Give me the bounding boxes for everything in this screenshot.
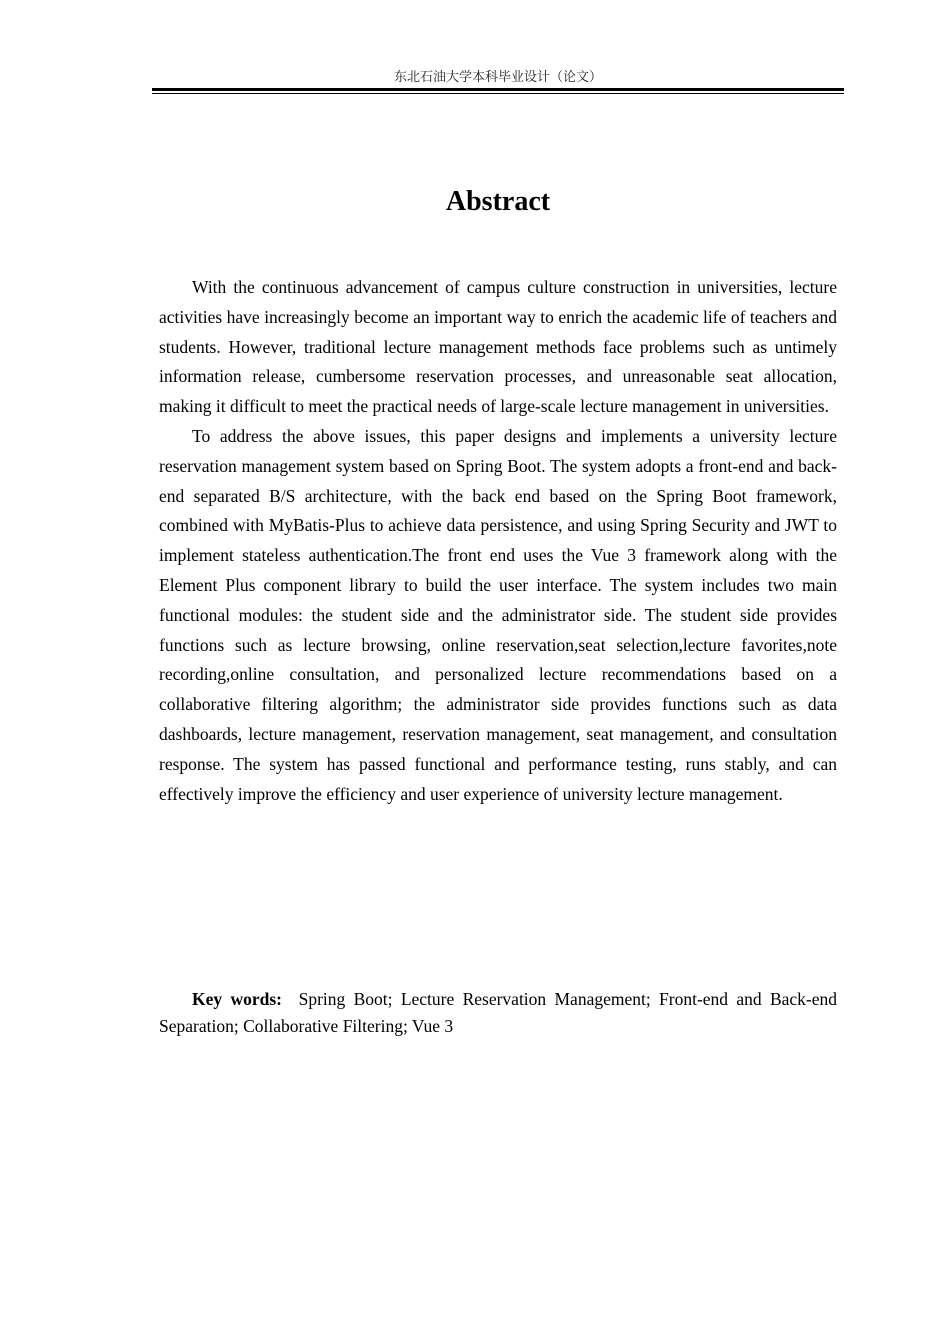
keywords-text: Spring Boot; Lecture Reservation Management; Front-end and Back-end Separation; Collaborative Filtering; Vue 3: [159, 989, 838, 1036]
header-rule-thick: [152, 88, 844, 91]
page-title: Abstract: [445, 186, 551, 217]
abstract-body: [159, 273, 837, 809]
abstract-paragraph-2: To address the above issues, this paper designs and implements a university lecture reservation management system based on Spring Boot. The system adopts a front-end and back-end separated B/S architecture, with the back end based on the Spring Boot framework, combined with MyBatis-Plus to achieve data persistence, and using Spring Security and JWT to implement stateless authentication.The front end uses the Vue 3 framework along with the Element Plus component library to build the user interface. The system includes two main functional modules: the student side and the administrator side. The student side provides functions such as lecture browsing, online reservation,seat selection,lecture favorites,note recording,online consultation, and personalized lecture recommendations based on a collaborative filtering algorithm; the administrator side provides functions such as data dashboards, lecture management, reservation management, seat management, and consultation response. The system has passed functional and performance testing, runs stably, and can effectively improve the efficiency and user experience of university lecture management.: [159, 425, 837, 804]
running-header: 东北石油大学本科毕业设计（论文）: [393, 69, 602, 84]
keywords-label: Key words:: [192, 989, 282, 1009]
abstract-paragraph-1: With the continuous advancement of campus culture construction in universities, lecture activities have increasingly become an important way to enrich the academic life of teachers and students. However, traditional lecture management methods face problems such as untimely information release, cumbersome reservation processes, and unreasonable seat allocation, making it difficult to meet the practical needs of large-scale lecture management in universities.: [159, 277, 837, 417]
header-rule-thin: [152, 93, 844, 94]
keywords-line: [159, 986, 837, 1040]
